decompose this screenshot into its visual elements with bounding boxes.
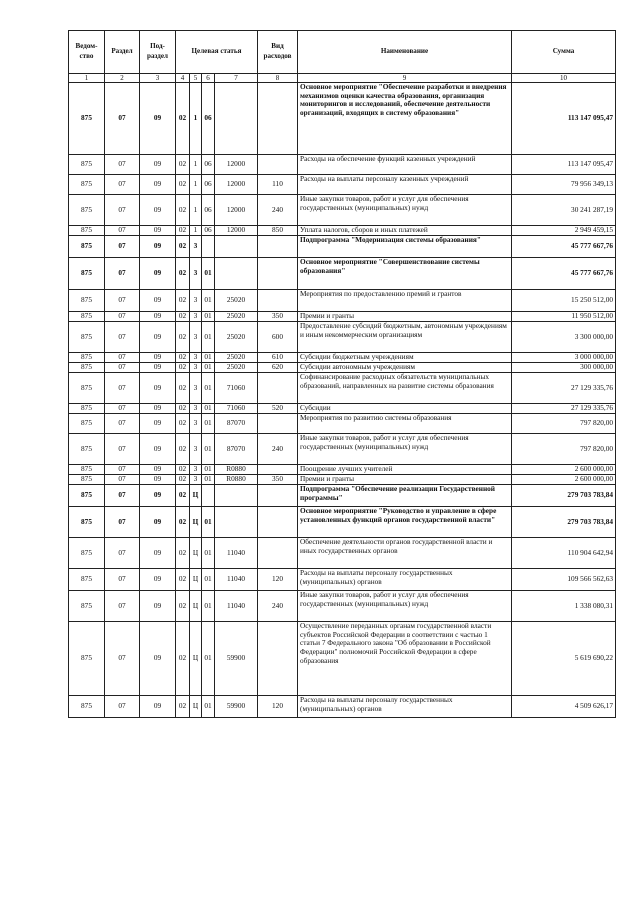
header-razdel: Раздел bbox=[105, 31, 140, 74]
activity-code-cell: 06 bbox=[202, 83, 215, 155]
activity-code-cell: 01 bbox=[202, 363, 215, 373]
subprogram-code-cell: 1 bbox=[190, 83, 202, 155]
table-row bbox=[69, 569, 616, 591]
direction-code-cell: 11040 bbox=[215, 591, 258, 622]
podrazdel-cell: 09 bbox=[140, 226, 176, 236]
vedomstvo-cell: 875 bbox=[69, 414, 105, 434]
program-code-cell: 02 bbox=[176, 538, 190, 569]
summa-cell: 11 950 512,00 bbox=[512, 312, 616, 322]
summa-cell: 110 904 642,94 bbox=[512, 538, 616, 569]
razdel-cell: 07 bbox=[105, 353, 140, 363]
vedomstvo-cell: 875 bbox=[69, 226, 105, 236]
subprogram-code-cell: 1 bbox=[190, 226, 202, 236]
naimenovanie-cell: Основное мероприятие "Совершенствование системы образования" bbox=[298, 258, 512, 290]
direction-code-cell: 25020 bbox=[215, 363, 258, 373]
activity-code-cell bbox=[202, 236, 215, 258]
table-row bbox=[69, 507, 616, 538]
subprogram-code-cell: Ц bbox=[190, 696, 202, 718]
summa-cell: 3 300 000,00 bbox=[512, 322, 616, 353]
vedomstvo-cell: 875 bbox=[69, 373, 105, 404]
activity-code-cell: 01 bbox=[202, 434, 215, 465]
vid-rashodov-cell: 120 bbox=[258, 696, 298, 718]
column-number: 10 bbox=[512, 74, 616, 83]
naimenovanie-cell: Расходы на выплаты персоналу государственных (муниципальных) органов bbox=[298, 696, 512, 718]
razdel-cell: 07 bbox=[105, 569, 140, 591]
program-code-cell: 02 bbox=[176, 465, 190, 475]
vid-rashodov-cell bbox=[258, 622, 298, 696]
direction-code-cell: 25020 bbox=[215, 322, 258, 353]
column-number: 1 bbox=[69, 74, 105, 83]
vedomstvo-cell: 875 bbox=[69, 434, 105, 465]
podrazdel-cell: 09 bbox=[140, 569, 176, 591]
direction-code-cell: 12000 bbox=[215, 195, 258, 226]
vedomstvo-cell: 875 bbox=[69, 363, 105, 373]
naimenovanie-cell: Расходы на обеспечение функций казенных учреждений bbox=[298, 155, 512, 175]
subprogram-code-cell: 3 bbox=[190, 404, 202, 414]
program-code-cell: 02 bbox=[176, 312, 190, 322]
naimenovanie-cell: Предоставление субсидий бюджетным, автономным учреждениям и иным некоммерческим организациям bbox=[298, 322, 512, 353]
column-number: 2 bbox=[105, 74, 140, 83]
program-code-cell: 02 bbox=[176, 258, 190, 290]
activity-code-cell: 01 bbox=[202, 696, 215, 718]
razdel-cell: 07 bbox=[105, 475, 140, 485]
direction-code-cell: R0880 bbox=[215, 475, 258, 485]
subprogram-code-cell: 3 bbox=[190, 322, 202, 353]
summa-cell: 79 956 349,13 bbox=[512, 175, 616, 195]
podrazdel-cell: 09 bbox=[140, 155, 176, 175]
razdel-cell: 07 bbox=[105, 538, 140, 569]
program-code-cell: 02 bbox=[176, 290, 190, 312]
direction-code-cell: 71060 bbox=[215, 373, 258, 404]
activity-code-cell: 01 bbox=[202, 414, 215, 434]
table-row bbox=[69, 83, 616, 155]
razdel-cell: 07 bbox=[105, 195, 140, 226]
razdel-cell: 07 bbox=[105, 290, 140, 312]
program-code-cell: 02 bbox=[176, 322, 190, 353]
vid-rashodov-cell bbox=[258, 236, 298, 258]
direction-code-cell: 25020 bbox=[215, 353, 258, 363]
table-row bbox=[69, 290, 616, 312]
naimenovanie-cell: Субсидии bbox=[298, 404, 512, 414]
razdel-cell: 07 bbox=[105, 404, 140, 414]
vedomstvo-cell: 875 bbox=[69, 290, 105, 312]
vedomstvo-cell: 875 bbox=[69, 175, 105, 195]
razdel-cell: 07 bbox=[105, 155, 140, 175]
table-row bbox=[69, 414, 616, 434]
direction-code-cell: 11040 bbox=[215, 569, 258, 591]
vid-rashodov-cell bbox=[258, 465, 298, 475]
subprogram-code-cell: Ц bbox=[190, 569, 202, 591]
header-row bbox=[69, 31, 616, 74]
summa-cell: 27 129 335,76 bbox=[512, 373, 616, 404]
activity-code-cell: 01 bbox=[202, 507, 215, 538]
podrazdel-cell: 09 bbox=[140, 434, 176, 465]
razdel-cell: 07 bbox=[105, 258, 140, 290]
vedomstvo-cell: 875 bbox=[69, 312, 105, 322]
direction-code-cell: 87070 bbox=[215, 414, 258, 434]
program-code-cell: 02 bbox=[176, 226, 190, 236]
header-celevaya-statya: Целевая статья bbox=[176, 31, 258, 74]
summa-cell: 27 129 335,76 bbox=[512, 404, 616, 414]
subprogram-code-cell: 3 bbox=[190, 290, 202, 312]
subprogram-code-cell: Ц bbox=[190, 538, 202, 569]
vedomstvo-cell: 875 bbox=[69, 475, 105, 485]
table-row bbox=[69, 485, 616, 507]
podrazdel-cell: 09 bbox=[140, 258, 176, 290]
vedomstvo-cell: 875 bbox=[69, 83, 105, 155]
naimenovanie-cell: Субсидии бюджетным учреждениям bbox=[298, 353, 512, 363]
podrazdel-cell: 09 bbox=[140, 322, 176, 353]
direction-code-cell: 12000 bbox=[215, 155, 258, 175]
direction-code-cell: 59900 bbox=[215, 696, 258, 718]
vedomstvo-cell: 875 bbox=[69, 353, 105, 363]
naimenovanie-cell: Иные закупки товаров, работ и услуг для обеспечения государственных (муниципальных) нужд bbox=[298, 434, 512, 465]
table-row bbox=[69, 622, 616, 696]
subprogram-code-cell: 3 bbox=[190, 353, 202, 363]
subprogram-code-cell: 1 bbox=[190, 155, 202, 175]
podrazdel-cell: 09 bbox=[140, 83, 176, 155]
summa-cell: 300 000,00 bbox=[512, 363, 616, 373]
vedomstvo-cell: 875 bbox=[69, 258, 105, 290]
subprogram-code-cell: 3 bbox=[190, 373, 202, 404]
podrazdel-cell: 09 bbox=[140, 195, 176, 226]
subprogram-code-cell: 1 bbox=[190, 175, 202, 195]
program-code-cell: 02 bbox=[176, 83, 190, 155]
naimenovanie-cell: Расходы на выплаты персоналу казенных учреждений bbox=[298, 175, 512, 195]
vid-rashodov-cell bbox=[258, 373, 298, 404]
vid-rashodov-cell bbox=[258, 507, 298, 538]
summa-cell: 113 147 095,47 bbox=[512, 83, 616, 155]
summa-cell: 797 820,00 bbox=[512, 434, 616, 465]
subprogram-code-cell: 3 bbox=[190, 258, 202, 290]
program-code-cell: 02 bbox=[176, 485, 190, 507]
table-row bbox=[69, 475, 616, 485]
vid-rashodov-cell: 240 bbox=[258, 434, 298, 465]
table-row bbox=[69, 465, 616, 475]
vedomstvo-cell: 875 bbox=[69, 507, 105, 538]
subprogram-code-cell: Ц bbox=[190, 591, 202, 622]
subprogram-code-cell: 3 bbox=[190, 434, 202, 465]
table-row bbox=[69, 236, 616, 258]
program-code-cell: 02 bbox=[176, 591, 190, 622]
table-row bbox=[69, 591, 616, 622]
vid-rashodov-cell: 240 bbox=[258, 195, 298, 226]
direction-code-cell bbox=[215, 83, 258, 155]
podrazdel-cell: 09 bbox=[140, 290, 176, 312]
podrazdel-cell: 09 bbox=[140, 353, 176, 363]
naimenovanie-cell: Подпрограмма "Обеспечение реализации Государственной программы" bbox=[298, 485, 512, 507]
vedomstvo-cell: 875 bbox=[69, 155, 105, 175]
vid-rashodov-cell: 350 bbox=[258, 312, 298, 322]
program-code-cell: 02 bbox=[176, 363, 190, 373]
column-number: 8 bbox=[258, 74, 298, 83]
program-code-cell: 02 bbox=[176, 414, 190, 434]
table-row bbox=[69, 258, 616, 290]
direction-code-cell bbox=[215, 485, 258, 507]
subprogram-code-cell: Ц bbox=[190, 507, 202, 538]
vedomstvo-cell: 875 bbox=[69, 195, 105, 226]
vid-rashodov-cell bbox=[258, 290, 298, 312]
activity-code-cell: 01 bbox=[202, 475, 215, 485]
summa-cell: 15 250 512,00 bbox=[512, 290, 616, 312]
summa-cell: 1 338 080,31 bbox=[512, 591, 616, 622]
naimenovanie-cell: Мероприятия по развитию системы образования bbox=[298, 414, 512, 434]
vedomstvo-cell: 875 bbox=[69, 569, 105, 591]
table-body bbox=[69, 83, 616, 718]
vid-rashodov-cell: 850 bbox=[258, 226, 298, 236]
direction-code-cell bbox=[215, 236, 258, 258]
naimenovanie-cell: Подпрограмма "Модернизация системы образования" bbox=[298, 236, 512, 258]
budget-table bbox=[68, 30, 616, 718]
column-number: 3 bbox=[140, 74, 176, 83]
column-number: 7 bbox=[215, 74, 258, 83]
vid-rashodov-cell: 520 bbox=[258, 404, 298, 414]
column-number: 6 bbox=[202, 74, 215, 83]
table-row bbox=[69, 312, 616, 322]
podrazdel-cell: 09 bbox=[140, 485, 176, 507]
program-code-cell: 02 bbox=[176, 507, 190, 538]
razdel-cell: 07 bbox=[105, 373, 140, 404]
vid-rashodov-cell bbox=[258, 83, 298, 155]
program-code-cell: 02 bbox=[176, 353, 190, 363]
activity-code-cell: 01 bbox=[202, 538, 215, 569]
activity-code-cell: 01 bbox=[202, 622, 215, 696]
column-number: 9 bbox=[298, 74, 512, 83]
vid-rashodov-cell: 620 bbox=[258, 363, 298, 373]
header-vid-rashodov: Вид расходов bbox=[258, 31, 298, 74]
activity-code-cell: 06 bbox=[202, 226, 215, 236]
naimenovanie-cell: Софинансирование расходных обязательств муниципальных образований, направленных на развитие системы образования bbox=[298, 373, 512, 404]
podrazdel-cell: 09 bbox=[140, 538, 176, 569]
table-row bbox=[69, 538, 616, 569]
summa-cell: 5 619 690,22 bbox=[512, 622, 616, 696]
table-row bbox=[69, 373, 616, 404]
razdel-cell: 07 bbox=[105, 434, 140, 465]
vid-rashodov-cell bbox=[258, 155, 298, 175]
razdel-cell: 07 bbox=[105, 322, 140, 353]
razdel-cell: 07 bbox=[105, 363, 140, 373]
podrazdel-cell: 09 bbox=[140, 465, 176, 475]
direction-code-cell bbox=[215, 507, 258, 538]
vid-rashodov-cell bbox=[258, 414, 298, 434]
activity-code-cell: 01 bbox=[202, 569, 215, 591]
vid-rashodov-cell bbox=[258, 258, 298, 290]
direction-code-cell: 12000 bbox=[215, 226, 258, 236]
vedomstvo-cell: 875 bbox=[69, 622, 105, 696]
summa-cell: 279 703 783,84 bbox=[512, 485, 616, 507]
direction-code-cell: 11040 bbox=[215, 538, 258, 569]
column-number: 4 bbox=[176, 74, 190, 83]
subprogram-code-cell: Ц bbox=[190, 622, 202, 696]
naimenovanie-cell: Мероприятия по предоставлению премий и грантов bbox=[298, 290, 512, 312]
summa-cell: 2 600 000,00 bbox=[512, 465, 616, 475]
vedomstvo-cell: 875 bbox=[69, 404, 105, 414]
podrazdel-cell: 09 bbox=[140, 696, 176, 718]
subprogram-code-cell: 3 bbox=[190, 363, 202, 373]
program-code-cell: 02 bbox=[176, 404, 190, 414]
table-row bbox=[69, 226, 616, 236]
summa-cell: 30 241 287,19 bbox=[512, 195, 616, 226]
vid-rashodov-cell: 600 bbox=[258, 322, 298, 353]
program-code-cell: 02 bbox=[176, 373, 190, 404]
naimenovanie-cell: Премии и гранты bbox=[298, 312, 512, 322]
summa-cell: 2 949 459,15 bbox=[512, 226, 616, 236]
razdel-cell: 07 bbox=[105, 485, 140, 507]
column-number: 5 bbox=[190, 74, 202, 83]
podrazdel-cell: 09 bbox=[140, 373, 176, 404]
header-summa: Сумма bbox=[512, 31, 616, 74]
activity-code-cell: 01 bbox=[202, 312, 215, 322]
vedomstvo-cell: 875 bbox=[69, 485, 105, 507]
activity-code-cell: 06 bbox=[202, 175, 215, 195]
program-code-cell: 02 bbox=[176, 195, 190, 226]
program-code-cell: 02 bbox=[176, 696, 190, 718]
activity-code-cell: 06 bbox=[202, 195, 215, 226]
column-numbers-row bbox=[69, 74, 616, 83]
summa-cell: 4 509 626,17 bbox=[512, 696, 616, 718]
vedomstvo-cell: 875 bbox=[69, 696, 105, 718]
razdel-cell: 07 bbox=[105, 622, 140, 696]
subprogram-code-cell: 3 bbox=[190, 475, 202, 485]
program-code-cell: 02 bbox=[176, 155, 190, 175]
program-code-cell: 02 bbox=[176, 475, 190, 485]
subprogram-code-cell: 3 bbox=[190, 312, 202, 322]
razdel-cell: 07 bbox=[105, 175, 140, 195]
program-code-cell: 02 bbox=[176, 434, 190, 465]
naimenovanie-cell: Субсидии автономным учреждениям bbox=[298, 363, 512, 373]
vedomstvo-cell: 875 bbox=[69, 322, 105, 353]
naimenovanie-cell: Расходы на выплаты персоналу государственных (муниципальных) органов bbox=[298, 569, 512, 591]
podrazdel-cell: 09 bbox=[140, 475, 176, 485]
header-podrazdel: Под-раздел bbox=[140, 31, 176, 74]
direction-code-cell: 12000 bbox=[215, 175, 258, 195]
naimenovanie-cell: Уплата налогов, сборов и иных платежей bbox=[298, 226, 512, 236]
razdel-cell: 07 bbox=[105, 83, 140, 155]
table-row bbox=[69, 434, 616, 465]
direction-code-cell: 59900 bbox=[215, 622, 258, 696]
naimenovanie-cell: Обеспечение деятельности органов государственной власти и иных государственных органов bbox=[298, 538, 512, 569]
summa-cell: 279 703 783,84 bbox=[512, 507, 616, 538]
program-code-cell: 02 bbox=[176, 622, 190, 696]
vid-rashodov-cell: 120 bbox=[258, 569, 298, 591]
podrazdel-cell: 09 bbox=[140, 507, 176, 538]
vedomstvo-cell: 875 bbox=[69, 465, 105, 475]
program-code-cell: 02 bbox=[176, 236, 190, 258]
razdel-cell: 07 bbox=[105, 507, 140, 538]
direction-code-cell: R0880 bbox=[215, 465, 258, 475]
vedomstvo-cell: 875 bbox=[69, 538, 105, 569]
naimenovanie-cell: Поощрение лучших учителей bbox=[298, 465, 512, 475]
podrazdel-cell: 09 bbox=[140, 591, 176, 622]
table-row bbox=[69, 696, 616, 718]
podrazdel-cell: 09 bbox=[140, 404, 176, 414]
table-row bbox=[69, 404, 616, 414]
table-row bbox=[69, 322, 616, 353]
razdel-cell: 07 bbox=[105, 696, 140, 718]
activity-code-cell: 06 bbox=[202, 155, 215, 175]
direction-code-cell: 25020 bbox=[215, 312, 258, 322]
razdel-cell: 07 bbox=[105, 312, 140, 322]
activity-code-cell: 01 bbox=[202, 322, 215, 353]
vid-rashodov-cell: 350 bbox=[258, 475, 298, 485]
razdel-cell: 07 bbox=[105, 226, 140, 236]
activity-code-cell: 01 bbox=[202, 373, 215, 404]
summa-cell: 3 000 000,00 bbox=[512, 353, 616, 363]
vedomstvo-cell: 875 bbox=[69, 236, 105, 258]
podrazdel-cell: 09 bbox=[140, 414, 176, 434]
summa-cell: 45 777 667,76 bbox=[512, 258, 616, 290]
activity-code-cell: 01 bbox=[202, 353, 215, 363]
razdel-cell: 07 bbox=[105, 465, 140, 475]
razdel-cell: 07 bbox=[105, 591, 140, 622]
subprogram-code-cell: 3 bbox=[190, 465, 202, 475]
header-naimenovanie: Наименование bbox=[298, 31, 512, 74]
activity-code-cell: 01 bbox=[202, 465, 215, 475]
podrazdel-cell: 09 bbox=[140, 236, 176, 258]
razdel-cell: 07 bbox=[105, 414, 140, 434]
activity-code-cell: 01 bbox=[202, 258, 215, 290]
vid-rashodov-cell: 240 bbox=[258, 591, 298, 622]
podrazdel-cell: 09 bbox=[140, 175, 176, 195]
vid-rashodov-cell: 110 bbox=[258, 175, 298, 195]
vid-rashodov-cell bbox=[258, 538, 298, 569]
podrazdel-cell: 09 bbox=[140, 363, 176, 373]
subprogram-code-cell: 1 bbox=[190, 195, 202, 226]
podrazdel-cell: 09 bbox=[140, 622, 176, 696]
subprogram-code-cell: 3 bbox=[190, 414, 202, 434]
table-row bbox=[69, 195, 616, 226]
naimenovanie-cell: Иные закупки товаров, работ и услуг для обеспечения государственных (муниципальных) нужд bbox=[298, 591, 512, 622]
header-vedomstvo: Ведом-ство bbox=[69, 31, 105, 74]
activity-code-cell: 01 bbox=[202, 290, 215, 312]
summa-cell: 113 147 095,47 bbox=[512, 155, 616, 175]
vedomstvo-cell: 875 bbox=[69, 591, 105, 622]
podrazdel-cell: 09 bbox=[140, 312, 176, 322]
naimenovanie-cell: Основное мероприятие "Руководство и управление в сфере установленных функций органов государственной власти" bbox=[298, 507, 512, 538]
subprogram-code-cell: 3 bbox=[190, 236, 202, 258]
direction-code-cell: 25020 bbox=[215, 290, 258, 312]
naimenovanie-cell: Иные закупки товаров, работ и услуг для обеспечения государственных (муниципальных) нужд bbox=[298, 195, 512, 226]
budget-page bbox=[68, 30, 615, 718]
summa-cell: 45 777 667,76 bbox=[512, 236, 616, 258]
table-row bbox=[69, 353, 616, 363]
naimenovanie-cell: Премии и гранты bbox=[298, 475, 512, 485]
subprogram-code-cell: Ц bbox=[190, 485, 202, 507]
program-code-cell: 02 bbox=[176, 569, 190, 591]
direction-code-cell: 87070 bbox=[215, 434, 258, 465]
summa-cell: 109 566 562,63 bbox=[512, 569, 616, 591]
program-code-cell: 02 bbox=[176, 175, 190, 195]
direction-code-cell bbox=[215, 258, 258, 290]
activity-code-cell: 01 bbox=[202, 404, 215, 414]
table-row bbox=[69, 155, 616, 175]
razdel-cell: 07 bbox=[105, 236, 140, 258]
table-row bbox=[69, 175, 616, 195]
direction-code-cell: 71060 bbox=[215, 404, 258, 414]
summa-cell: 2 600 000,00 bbox=[512, 475, 616, 485]
naimenovanie-cell: Осуществление переданных органам государственной власти субъектов Российской Федерации в соответствии с частью 1 статьи 7 Федерального закона "Об образовании в Российской Федерации" полномочий Российской Федерации в сфере образования bbox=[298, 622, 512, 696]
naimenovanie-cell: Основное мероприятие "Обеспечение разработки и внедрения механизмов оценки качества образования, организация мониторингов и исследований, обеспечение деятельности организаций, входящих в систему образования" bbox=[298, 83, 512, 155]
activity-code-cell: 01 bbox=[202, 591, 215, 622]
vid-rashodov-cell bbox=[258, 485, 298, 507]
summa-cell: 797 820,00 bbox=[512, 414, 616, 434]
activity-code-cell bbox=[202, 485, 215, 507]
vid-rashodov-cell: 610 bbox=[258, 353, 298, 363]
table-row bbox=[69, 363, 616, 373]
